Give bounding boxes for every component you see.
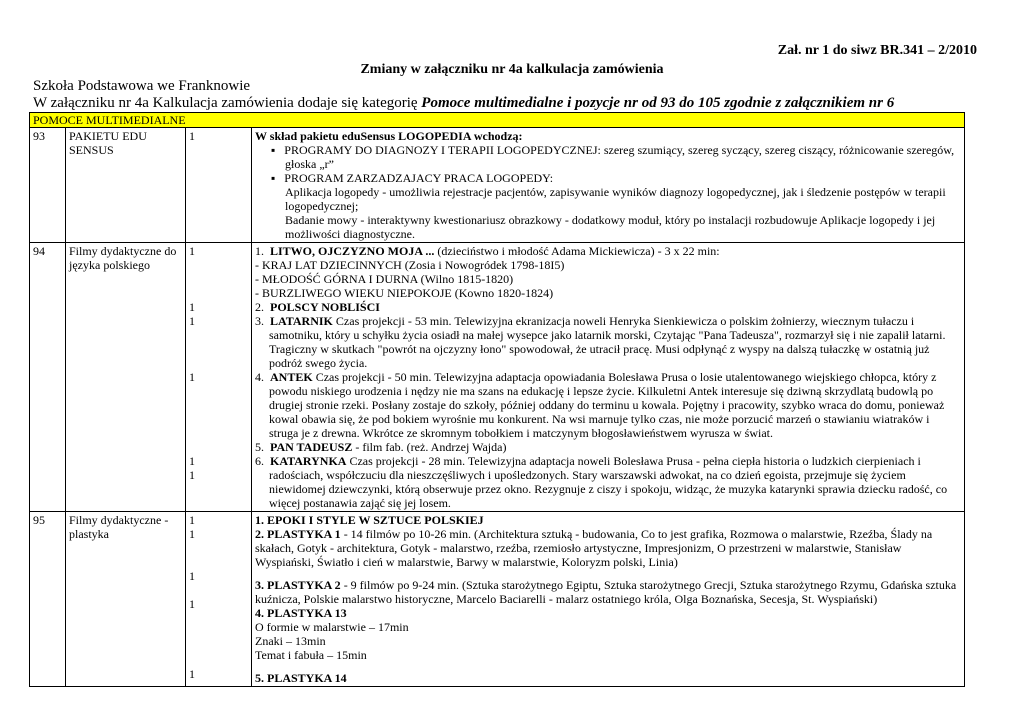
film-subitem: - MŁODOŚĆ GÓRNA I DURNA (Wilno 1815-1820) [255, 272, 514, 286]
item-number: 94 [30, 243, 66, 512]
film-item: 4. ANTEK Czas projekcji - 50 min. Telewizyjna adaptacja opowiadania Bolesława Prusa o losie utalentowanego wiejskiego chłopca, który z powodu niskiego urodzenia i nędzy nie ma szans na edukację i lepsze życie. Kilkuletni Antek interesuje się dziwną skrzydlatą budowlą po drugiej stronie rzeki. Posłany zostaje do szkoły, później oddany do terminu u kowala. Pojętny i pracowity, szybko wraca do domu, ponieważ kowal obawia się, że pod bokiem wyrośnie mu konkurent. Na wsi marnuje tylko czas, nie może porzucić marzeń o stawianiu wiatraków i struga je z drewna. Wkrótce ze skromnym tobołkiem i matczynym błogosławieństwem wyrusza w świat. [255, 370, 945, 440]
film-item: 5. PLASTYKA 14 [255, 671, 347, 685]
school-name: Szkoła Podstawowa we Franknowie [33, 78, 251, 94]
film-item: 6. KATARYNKA Czas projekcji - 28 min. Telewizyjna adaptacja noweli Bolesława Prusa - pełna ciepła historia o ludzkich cierpieniach i radościach, współczuciu dla nieszczęśliwych i upośledzonych. Stary warszawski adwokat, na co dzień egoista, przejmuje się życiem niewidomej dziewczynki, którą obserwuje przez okno. Rezygnuje z ciszy i spokoju, widząc, że muzyka katarynki sprawia dziecku radość, co więcej postanawia zająć się jej losem. [255, 454, 948, 510]
bullet-icon: ▪ [271, 171, 285, 185]
intro-emphasis: Pomoce multimedialne i pozycje nr od 93 do 105 zgodnie z załącznikiem nr 6 [421, 95, 895, 111]
bullet-icon: ▪ [271, 143, 285, 157]
film-item: 4. PLASTYKA 13 [255, 606, 347, 620]
item-description [252, 243, 965, 512]
film-subitem: - KRAJ LAT DZIECINNYCH (Zosia i Nowogródek 1798-18I5) [255, 258, 565, 272]
bullet-item: ▪ PROGRAMY DO DIAGNOZY I TERAPII LOGOPEDYCZNEJ: szereg szumiący, szereg syczący, szereg ciszący, różnicowanie szeregów, głoska „r” [271, 143, 955, 171]
item-description [252, 512, 965, 687]
film-item: 1. LITWO, OJCZYZNO MOJA ... (dzieciństwo i młodość Adama Mickiewicza) - 3 x 22 min: [255, 244, 720, 258]
quantity-value: 1 [189, 300, 195, 314]
film-item: 5. PAN TADEUSZ - film fab. (reż. Andrzej Wajda) [255, 440, 507, 454]
quantity-value: 1 [189, 597, 195, 611]
table-row [30, 512, 965, 687]
item-quantities [186, 243, 252, 512]
quantity-value: 1 [189, 370, 195, 384]
quantity-value: 1 [189, 468, 195, 482]
item-description [252, 128, 965, 243]
item-name: Filmy dydaktyczne do języka polskiego [66, 243, 186, 512]
film-item: 3. PLASTYKA 2 - 9 filmów po 9-24 min. (Sztuka starożytnego Egiptu, Sztuka starożytnego Grecji, Sztuka starożytnego Rzymu, Gdańska sztuka kuźnicza, Polskie malarstwo historyczne, Marcelo Baciarelli - malarz ostatniego króla, Olga Boznańska, Secesja, St. Wyspiański) [255, 578, 957, 606]
film-item: 1. EPOKI I STYLE W SZTUCE POLSKIEJ [255, 513, 484, 527]
description-paragraph: Badanie mowy - interaktywny kwestionariusz obrazkowy - dodatkowy moduł, który po instalacji rozbudowuje Aplikacje logopedy i jej możliwości diagnostyczne. [285, 213, 936, 241]
film-subitem: - BURZLIWEGO WIEKU NIEPOKOJE (Kowno 1820-1824) [255, 286, 554, 300]
film-item: 3. LATARNIK Czas projekcji - 53 min. Telewizyjna ekranizacja noweli Henryka Sienkiewicza o polskim żołnierzy, wiecznym tułaczu i samotniku, który u schyłku życia osiadł na małej wysepce jako latarnik morski, Czytając "Pana Tadeusza", rozmarzył się i nie zapalił latarni. Tragiczny w skutkach "powrót na ojczyzny łono" spowodował, że utracił pracę. Musi odpłynąć z wyspy na dalszą tułaczkę w ostatnią już podróż swego życia. [255, 314, 946, 370]
film-subitem: O formie w malarstwie – 17min [255, 620, 409, 634]
table-row [30, 128, 965, 243]
description-paragraph: Aplikacja logopedy - umożliwia rejestracje pacjentów, zapisywanie wyników diagnozy logopedycznej, jak i śledzenie postępów w terapii logopedycznej; [285, 185, 946, 213]
intro-sentence [33, 95, 894, 112]
order-table [29, 112, 965, 687]
section-header-row [30, 113, 965, 128]
quantity-value: 1 [189, 314, 195, 328]
film-item: 2. POLSCY NOBLIŚCI [255, 300, 380, 314]
film-subitem: Znaki – 13min [255, 634, 326, 648]
film-subitem: Temat i fabuła – 15min [255, 648, 367, 662]
item-number: 95 [30, 512, 66, 687]
item-number: 93 [30, 128, 66, 243]
item-quantity: 1 [186, 128, 252, 243]
document-title: Zmiany w załączniku nr 4a kalkulacja zamówienia [360, 62, 664, 77]
quantity-value: 1 [189, 454, 195, 468]
quantity-value: 1 [189, 244, 195, 258]
document-reference: Zał. nr 1 do siwz BR.341 – 2/2010 [777, 43, 977, 58]
table-row [30, 243, 965, 512]
quantity-value: 1 [189, 569, 195, 583]
quantity-value: 1 [189, 527, 195, 541]
film-item: 2. PLASTYKA 1 - 14 filmów po 10-26 min. (Architektura sztuką - budowania, Co to jest grafika, Rozmowa o malarstwie, Rzeźba, Ślady na skałach, Gotyk - architektura, Gotyk - malarstwo, rzeźba, rzemiosło artystyczne, Impresjonizm, O przestrzeni w malarstwie, Stanisław Wyspiański, Światło i cień w malarstwie, Barwy w malarstwie, Koloryzm polski, Linia) [255, 527, 933, 569]
item-name: PAKIETU EDU SENSUS [66, 128, 186, 243]
item-name: Filmy dydaktyczne - plastyka [66, 512, 186, 687]
bullet-item: ▪ PROGRAM ZARZADZAJACY PRACA LOGOPEDY: [271, 171, 554, 185]
package-heading: W skład pakietu eduSensus LOGOPEDIA wchodzą: [255, 129, 523, 143]
quantity-value: 1 [189, 513, 195, 527]
section-label: POMOCE MULTIMEDIALNE [30, 113, 965, 128]
intro-plain: W załączniku nr 4a Kalkulacja zamówienia dodaje się kategorię [33, 95, 422, 111]
quantity-value: 1 [189, 667, 195, 681]
item-quantities [186, 512, 252, 687]
